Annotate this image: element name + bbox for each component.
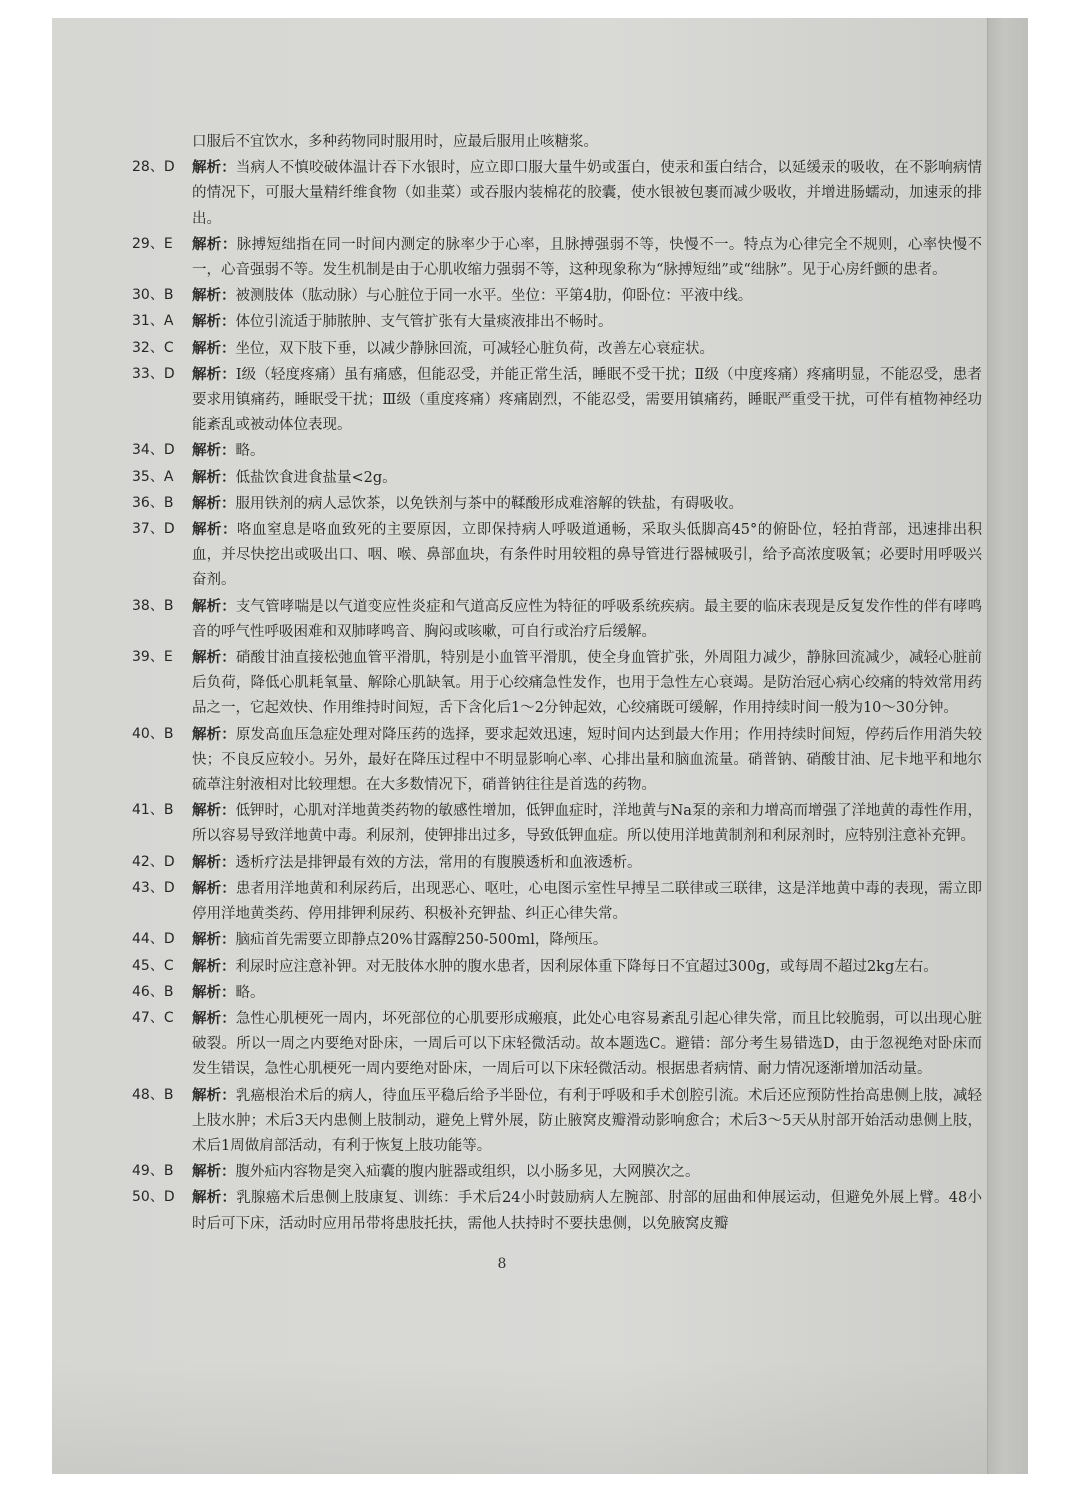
analysis-label: 解析： xyxy=(192,1009,236,1027)
explanation-text xyxy=(192,465,982,491)
answer-entry xyxy=(132,517,982,594)
explanation-text xyxy=(192,336,982,362)
answer-entry xyxy=(132,309,982,335)
explanation-text xyxy=(192,283,982,309)
analysis-label: 解析： xyxy=(192,365,236,383)
answer-entry xyxy=(132,1159,982,1185)
explanation-body: Ⅰ级（轻度疼痛）虽有痛感，但能忍受，并能正常生活，睡眠不受干扰；Ⅱ级（中度疼痛）疼痛明显，不能忍受，患者要求用镇痛药，睡眠受干扰；Ⅲ级（重度疼痛）疼痛剧烈，不能忍受，需要用镇痛药，睡眠严重受干扰，可伴有植物神经功能紊乱或被动体位表现。 xyxy=(192,366,982,434)
explanation-text xyxy=(192,980,982,1006)
question-number: 46、B xyxy=(132,983,174,1000)
explanation-text xyxy=(192,517,982,594)
explanation-body: 硝酸甘油直接松弛血管平滑肌，特别是小血管平滑肌，使全身血管扩张，外周阻力减少，静脉回流减少，减轻心脏前后负荷，降低心肌耗氧量、解除心肌缺氧。用于心绞痛急性发作，也用于急性左心衰竭。是防治冠心病心绞痛的特效常用药品之一，它起效快、作用维持时间短，舌下含化后1～2分钟起效，心绞痛既可缓解，作用持续时间一般为10～30分钟。 xyxy=(192,650,983,717)
page-number: 8 xyxy=(497,1256,507,1272)
analysis-label: 解析： xyxy=(192,313,236,331)
answer-entry xyxy=(132,336,982,362)
answer-entry xyxy=(132,850,982,876)
question-number: 28、D xyxy=(132,159,175,176)
document-photo xyxy=(52,18,1028,1474)
explanation-text xyxy=(192,1159,982,1185)
analysis-label: 解析： xyxy=(192,1163,236,1181)
explanation-body: 当病人不慎咬破体温计吞下水银时，应立即口服大量牛奶或蛋白，使汞和蛋白结合，以延缓汞的吸收，在不影响病情的情况下，可服大量精纤维食物（如韭菜）或吞服内装棉花的胶囊，使水银被包裹而减少吸收，并增进肠蠕动，加速汞的排出。 xyxy=(192,160,983,227)
answer-entry xyxy=(132,594,982,645)
question-number: 29、E xyxy=(132,235,173,252)
explanation-body: 略。 xyxy=(235,984,265,1001)
explanation-text xyxy=(192,954,982,980)
analysis-label: 解析： xyxy=(192,983,236,1001)
explanation-body: 低盐饮食进食盐量<2g。 xyxy=(235,469,397,486)
analysis-label: 解析： xyxy=(192,853,236,871)
answer-entry xyxy=(132,438,982,464)
question-number: 35、A xyxy=(132,468,174,485)
explanation-text xyxy=(192,927,982,953)
explanation-body: 服用铁剂的病人忌饮茶，以免铁剂与茶中的鞣酸形成难溶解的铁盐，有碍吸收。 xyxy=(235,495,743,512)
explanation-text xyxy=(192,1185,982,1236)
question-number: 31、A xyxy=(132,313,174,330)
analysis-label: 解析： xyxy=(192,287,236,305)
question-number: 49、B xyxy=(132,1163,174,1180)
analysis-label: 解析： xyxy=(192,1086,236,1104)
explanation-body: 腹外疝内容物是突入疝囊的腹内脏器或组织，以小肠多见，大网膜次之。 xyxy=(235,1164,700,1181)
question-number: 48、B xyxy=(132,1086,174,1103)
answer-entry xyxy=(132,927,982,953)
explanation-body: 急性心肌梗死一周内，坏死部位的心肌要形成瘢痕，此处心电容易紊乱引起心律失常，而且比较脆弱，可以出现心脏破裂。所以一周之内要绝对卧床，一周后可以下床轻微活动。故本题选C。避错：部分考生易错选D，由于忽视绝对卧床而发生错误，急性心肌梗死一周内要绝对卧床，一周后可以下床轻微活动。根据患者病情、耐力情况逐渐增加活动量。 xyxy=(192,1010,983,1078)
answer-entry xyxy=(132,954,982,980)
question-number: 36、B xyxy=(132,494,174,511)
explanation-text xyxy=(192,850,982,876)
explanation-body: 脉搏短绌指在同一时间内测定的脉率少于心率，且脉搏强弱不等，快慢不一。特点为心律完全不规则，心率快慢不一，心音强弱不等。发生机制是由于心肌收缩力强弱不等，这种现象称为“脉搏短绌”或“绌脉”。见于心房纤颤的患者。 xyxy=(192,236,983,279)
explanation-body: 咯血窒息是咯血致死的主要原因，立即保持病人呼吸道通畅，采取头低脚高45°的俯卧位，轻拍背部，迅速排出积血，并尽快挖出或吸出口、咽、喉、鼻部血块，有条件时用较粗的鼻导管进行器械吸引，给予高浓度吸氧；必要时用呼吸兴奋剂。 xyxy=(192,522,983,589)
explanation-text xyxy=(192,645,982,722)
answer-entry xyxy=(132,362,982,439)
explanation-body: 乳腺癌术后患侧上肢康复、训练：手术后24小时鼓励病人左腕部、肘部的屈曲和伸展运动，但避免外展上臂。48小时后可下床，活动时应用吊带将患肢托扶，需他人扶持时不要扶患侧，以免腋窝皮瓣 xyxy=(192,1190,983,1232)
analysis-label: 解析： xyxy=(192,649,236,667)
analysis-label: 解析： xyxy=(192,494,236,512)
answer-entry xyxy=(132,1083,982,1160)
explanation-text xyxy=(192,232,982,283)
analysis-label: 解析： xyxy=(192,1189,237,1207)
analysis-label: 解析： xyxy=(192,931,236,949)
answer-entry xyxy=(132,645,982,722)
answer-entry xyxy=(132,1185,982,1236)
explanation-body: 坐位，双下肢下垂，以减少静脉回流，可减轻心脏负荷，改善左心衰症状。 xyxy=(235,340,714,357)
answer-entry xyxy=(132,283,982,309)
explanation-text xyxy=(192,438,982,464)
answer-entry xyxy=(132,980,982,1006)
explanation-text xyxy=(192,491,982,517)
explanation-body: 脑疝首先需要立即静点20%甘露醇250-500ml，降颅压。 xyxy=(235,932,608,949)
explanation-text xyxy=(192,722,982,799)
explanation-body: 支气管哮喘是以气道变应性炎症和气道高反应性为特征的呼吸系统疾病。最主要的临床表现是反复发作性的伴有哮鸣音的呼气性呼吸困难和双肺哮鸣音、胸闷或咳嗽，可自行或治疗后缓解。 xyxy=(192,598,983,640)
question-number: 50、D xyxy=(132,1189,175,1206)
question-number: 42、D xyxy=(132,853,175,870)
explanation-text xyxy=(192,1083,982,1160)
explanation-body: 患者用洋地黄和利尿药后，出现恶心、呕吐，心电图示室性早搏呈二联律或三联律，这是洋地黄中毒的表现，需立即停用洋地黄类药、停用排钾利尿药、积极补充钾盐、纠正心律失常。 xyxy=(192,880,983,923)
bottom-shadow xyxy=(52,1358,987,1474)
explanation-body: 略。 xyxy=(235,443,265,460)
explanation-body: 被测肢体（肱动脉）与心脏位于同一水平。坐位：平第4肋，仰卧位：平液中线。 xyxy=(235,288,753,305)
answer-entry xyxy=(132,232,982,283)
analysis-label: 解析： xyxy=(192,339,236,357)
question-number: 32、C xyxy=(132,339,174,356)
analysis-label: 解析： xyxy=(192,597,236,615)
analysis-label: 解析： xyxy=(192,802,236,820)
question-number: 38、B xyxy=(132,597,174,614)
question-number: 47、C xyxy=(132,1009,174,1026)
analysis-label: 解析： xyxy=(192,725,236,743)
question-number: 45、C xyxy=(132,957,174,974)
question-number: 41、B xyxy=(132,802,174,819)
entry-list xyxy=(132,155,982,1237)
question-number: 34、D xyxy=(132,442,175,459)
question-number: 44、D xyxy=(132,931,175,948)
answer-entry xyxy=(132,722,982,799)
explanation-text xyxy=(192,798,982,849)
answer-entry xyxy=(132,491,982,517)
analysis-label: 解析： xyxy=(192,957,236,975)
explanation-body: 乳癌根治术后的病人，待血压平稳后给予半卧位，有利于呼吸和手术创腔引流。术后还应预防性抬高患侧上肢，减轻上肢水肿；术后3天内患侧上肢制动，避免上臂外展，防止腋窝皮瓣滑动影响愈合；术后3～5天从肘部开始活动患侧上肢，术后1周做肩部活动，有利于恢复上肢功能等。 xyxy=(192,1087,983,1154)
explanation-body: 低钾时，心肌对洋地黄类药物的敏感性增加，低钾血症时，洋地黄与Na泵的亲和力增高而增强了洋地黄的毒性作用，所以容易导致洋地黄中毒。利尿剂，使钾排出过多，导致低钾血症。所以使用洋地黄制剂和利尿剂时，应特别注意补充钾。 xyxy=(192,803,983,845)
explanation-body: 原发高血压急症处理对降压药的选择，要求起效迅速，短时间内达到最大作用；作用持续时间短，停药后作用消失较快；不良反应较小。另外，最好在降压过程中不明显影响心率、心排出量和脑血流量。硝普钠、硝酸甘油、尼卡地平和地尔硫䓬注射液相对比较理想。在大多数情况下，硝普钠往往是首选的药物。 xyxy=(192,726,983,794)
explanation-text xyxy=(192,362,982,439)
analysis-label: 解析： xyxy=(192,442,236,460)
question-number: 39、E xyxy=(132,649,173,666)
question-number: 33、D xyxy=(132,365,175,382)
analysis-label: 解析： xyxy=(192,159,236,177)
continuation-text: 口服后不宜饮水，多种药物同时服用时，应最后服用止咳糖浆。 xyxy=(192,134,598,150)
explanation-text xyxy=(192,1006,982,1083)
explanation-text xyxy=(192,155,982,232)
explanation-body: 利尿时应注意补钾。对无肢体水肿的腹水患者，因利尿体重下降每日不宜超过300g，或每周不超过2kg左右。 xyxy=(235,958,938,975)
answer-entry xyxy=(132,798,982,849)
analysis-label: 解析： xyxy=(192,521,237,539)
question-number: 37、D xyxy=(132,521,175,538)
explanation-body: 透析疗法是排钾最有效的方法，常用的有腹膜透析和血液透析。 xyxy=(235,854,642,871)
explanation-text xyxy=(192,594,982,645)
analysis-label: 解析： xyxy=(192,879,236,897)
answer-entry xyxy=(132,465,982,491)
explanation-text xyxy=(192,309,982,335)
page-edge-shadow xyxy=(987,18,1028,1474)
question-number: 43、D xyxy=(132,879,175,896)
answer-explanations xyxy=(132,130,982,1237)
answer-entry xyxy=(132,1006,982,1083)
answer-entry xyxy=(132,155,982,232)
question-number: 30、B xyxy=(132,287,174,304)
explanation-body: 体位引流适于肺脓肿、支气管扩张有大量痰液排出不畅时。 xyxy=(235,314,613,331)
analysis-label: 解析： xyxy=(192,468,236,486)
explanation-text xyxy=(192,876,982,927)
analysis-label: 解析： xyxy=(192,235,237,253)
answer-entry xyxy=(132,876,982,927)
question-number: 40、B xyxy=(132,725,174,742)
